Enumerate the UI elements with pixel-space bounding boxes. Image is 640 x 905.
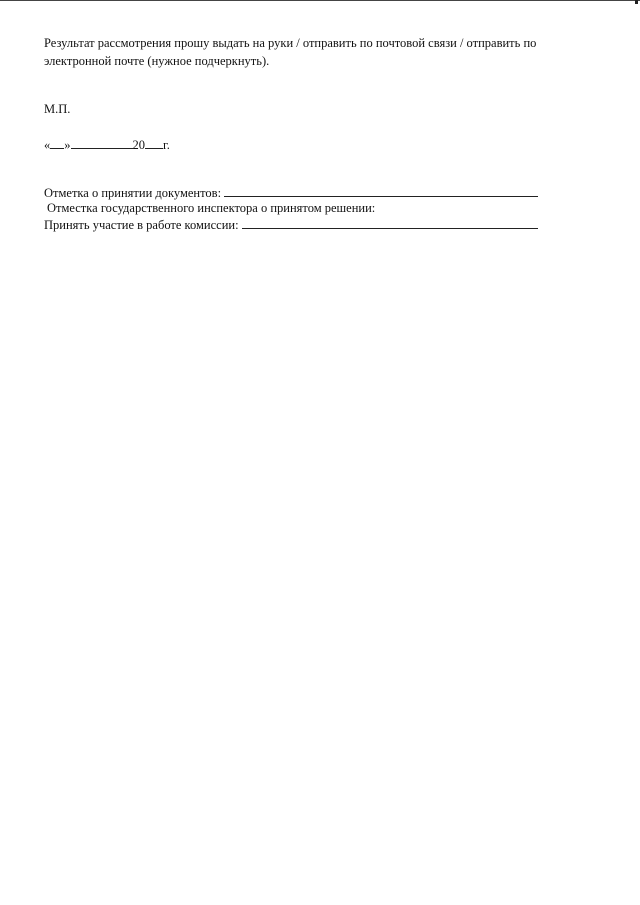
commission-blank xyxy=(242,216,538,229)
scan-edge xyxy=(0,0,640,4)
date-line xyxy=(44,136,604,154)
acceptance-blank xyxy=(224,184,538,197)
day-blank xyxy=(50,136,64,149)
stamp-label: М.П. xyxy=(44,102,71,116)
result-delivery-paragraph: Результат рассмотрения прошу выдать на руки / отправить по почтовой связи / отправить по электронной почте (нужное подчеркнуть). xyxy=(44,36,537,68)
inspector-row xyxy=(44,201,604,216)
year-suffix: г. xyxy=(163,138,170,152)
date-open-quote: « xyxy=(44,138,51,152)
acceptance-label: Отметка о принятии документов: xyxy=(44,186,222,200)
inspector-label: Отместка государственного инспектора о принятом решении: xyxy=(47,201,376,215)
year-blank xyxy=(145,136,163,149)
commission-label: Принять участие в работе комиссии: xyxy=(44,218,239,232)
month-blank xyxy=(71,136,133,149)
acceptance-row xyxy=(44,184,604,201)
document-page xyxy=(44,34,604,233)
date-close-quote: » xyxy=(64,138,71,152)
year-prefix: 20 xyxy=(132,138,145,152)
commission-row xyxy=(44,216,604,233)
office-marks xyxy=(44,184,604,233)
scan-mark xyxy=(635,0,638,4)
